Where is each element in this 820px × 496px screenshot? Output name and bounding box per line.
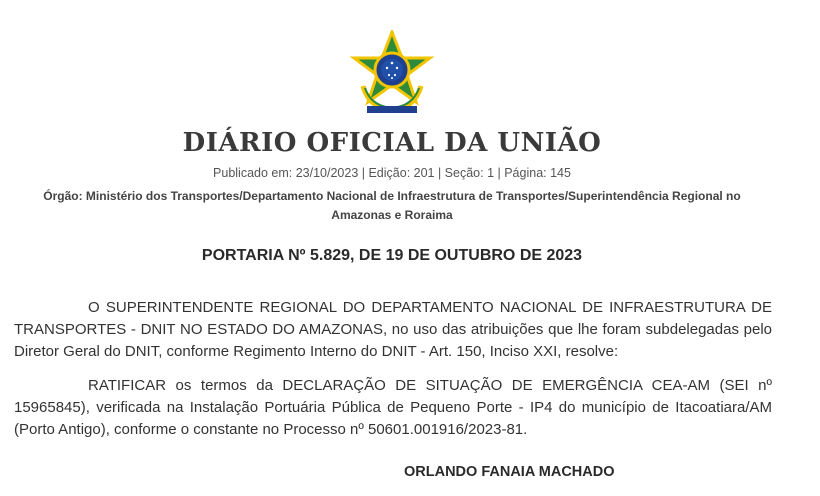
signer-name: ORLANDO FANAIA MACHADO xyxy=(404,464,615,480)
page-title: DIÁRIO OFICIAL DA UNIÃO xyxy=(182,128,602,158)
orgao-text: Órgão: Ministério dos Transportes/Departamento Nacional de Infraestrutura de Transportes/Superintendência Regional no Amazonas e Roraima xyxy=(43,189,741,222)
publication-info: Publicado em: 23/10/2023 | Edição: 201 | Seção: 1 | Página: 145 xyxy=(213,166,571,180)
brazil-coat-of-arms-icon xyxy=(349,30,435,116)
document-paragraph: RATIFICAR os termos da DECLARAÇÃO DE SITUAÇÃO DE EMERGÊNCIA CEA-AM (SEI nº 15965845), verificada na Instalação Portuária Pública de Pequeno Porte - IP4 do município de Itacoatiara/AM (Porto Antigo), conforme o constante no Processo nº 50601.001916/2023-81. xyxy=(14,377,772,438)
document-heading: PORTARIA Nº 5.829, DE 19 DE OUTUBRO DE 2023 xyxy=(201,247,583,264)
document-paragraph: O SUPERINTENDENTE REGIONAL DO DEPARTAMENTO NACIONAL DE INFRAESTRUTURA DE TRANSPORTES - DNIT NO ESTADO DO AMAZONAS, no uso das atribuições que lhe foram subdelegadas pelo Diretor Geral do DNIT, conforme Regimento Interno do DNIT - Art. 150, Inciso XXI, resolve: xyxy=(14,299,772,360)
